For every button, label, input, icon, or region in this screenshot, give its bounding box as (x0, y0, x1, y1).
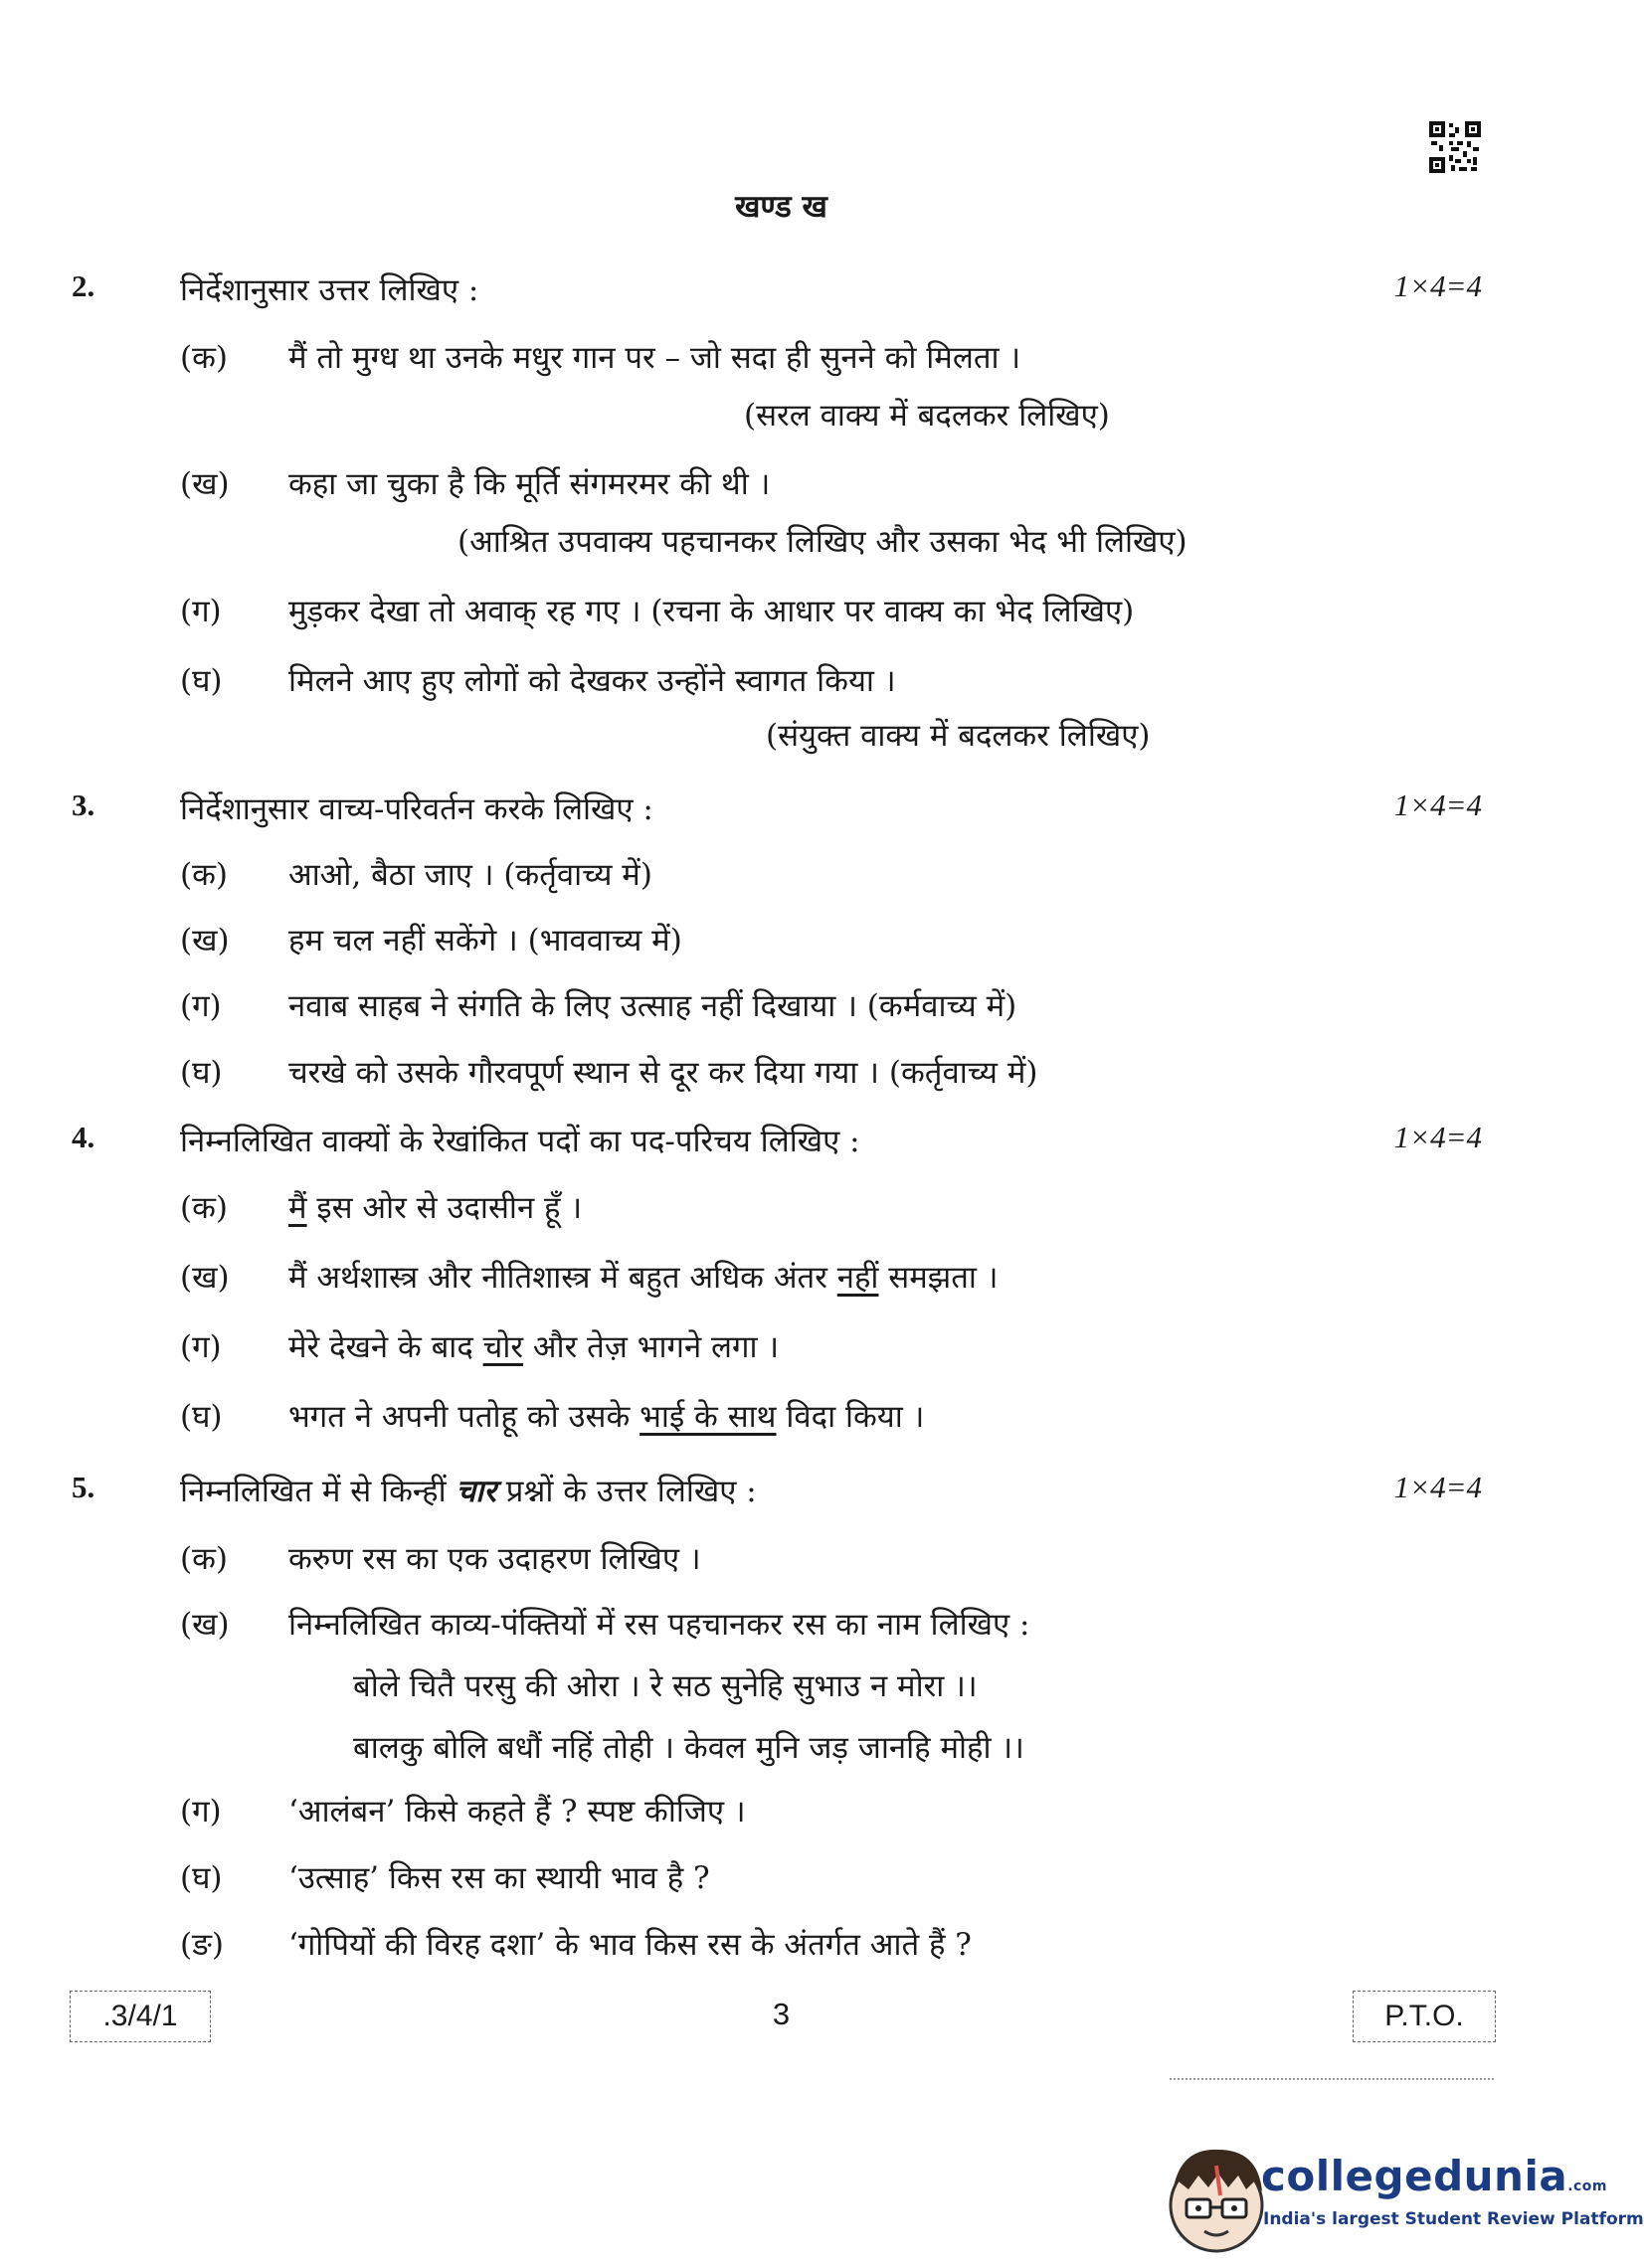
question-number: 5. (72, 1470, 95, 1504)
item-text: आओ, बैठा जाए । (कर्तृवाच्य में) (288, 857, 652, 893)
pto-label: P.T.O. (1353, 1991, 1496, 2042)
underlined-word: चोर (482, 1329, 524, 1365)
brand-tagline: India's largest Student Review Platform (1263, 2209, 1644, 2229)
question-text: निर्देशानुसार वाच्य-परिवर्तन करके लिखिए : (180, 791, 653, 827)
brand-name: collegedunia.com (1261, 2152, 1608, 2200)
item-instruction: (आश्रित उपवाक्य पहचानकर लिखिए और उसका भेद भी लिखिए) (457, 524, 1187, 560)
item-text: मिलने आए हुए लोगों को देखकर उन्होंने स्वागत किया । (288, 663, 896, 699)
item-text: कहा जा चुका है कि मूर्ति संगमरमर की थी । (288, 466, 771, 502)
item-instruction: (सरल वाक्य में बदलकर लिखिए) (744, 398, 1110, 434)
item-text: ‘गोपियों की विरह दशा’ के भाव किस रस के अंतर्गत आते हैं ? (288, 1927, 972, 1963)
question-text: निम्नलिखित वाक्यों के रेखांकित पदों का पद-परिचय लिखिए : (180, 1124, 860, 1159)
item-text: मुड़कर देखा तो अवाक् रह गए । (रचना के आधार पर वाक्य का भेद लिखिए) (288, 594, 1135, 629)
question-number: 4. (72, 1120, 95, 1154)
question-marks: 1×4=4 (1393, 1120, 1482, 1154)
item-text: निम्नलिखित काव्य-पंक्तियों में रस पहचानकर रस का नाम लिखिए : (288, 1607, 1030, 1643)
item-text: करुण रस का एक उदाहरण लिखिए । (288, 1541, 701, 1577)
item-label: (ख) (180, 1607, 230, 1643)
question-number: 3. (72, 787, 95, 822)
footer-divider (1170, 2078, 1494, 2080)
emphasized-word: चार (456, 1474, 496, 1509)
question-marks: 1×4=4 (1393, 787, 1482, 822)
item-text: भगत ने अपनी पतोहू को उसके भाई के साथ विदा किया । (288, 1399, 925, 1435)
item-label: (ग) (180, 988, 222, 1024)
item-text: मैं अर्थशास्त्र और नीतिशास्त्र में बहुत अधिक अंतर नहीं समझता । (288, 1260, 999, 1296)
item-label: (ङ) (180, 1927, 224, 1963)
verse-line: बालकु बोलि बधौं नहिं तोही । केवल मुनि जड़ जानहि मोही ।। (353, 1730, 1024, 1766)
item-text: ‘आलंबन’ किसे कहते हैं ? स्पष्ट कीजिए । (288, 1794, 746, 1830)
item-text: मैं इस ओर से उदासीन हूँ । (288, 1190, 583, 1226)
qr-code-icon (1429, 121, 1481, 173)
question-marks: 1×4=4 (1393, 268, 1482, 303)
item-text: ‘उत्साह’ किस रस का स्थायी भाव है ? (288, 1860, 710, 1896)
item-text: नवाब साहब ने संगति के लिए उत्साह नहीं दिखाया । (कर्मवाच्य में) (288, 988, 1017, 1024)
question-text: निर्देशानुसार उत्तर लिखिए : (180, 272, 479, 308)
item-label: (घ) (180, 1399, 223, 1435)
item-label: (ग) (180, 1329, 222, 1365)
item-label: (घ) (180, 663, 223, 699)
item-instruction: (संयुक्त वाक्य में बदलकर लिखिए) (766, 718, 1151, 754)
item-label: (घ) (180, 1860, 223, 1896)
item-text: मेरे देखने के बाद चोर और तेज़ भागने लगा । (288, 1329, 780, 1365)
item-label: (क) (180, 1190, 228, 1226)
paper-code: .3/4/1 (70, 1991, 211, 2042)
item-label: (ख) (180, 923, 230, 959)
question-text: निम्नलिखित में से किन्हीं चार प्रश्नों के उत्तर लिखिए : (180, 1474, 757, 1509)
question-marks: 1×4=4 (1393, 1470, 1482, 1504)
item-label: (क) (180, 857, 228, 893)
item-label: (ख) (180, 466, 230, 502)
item-label: (क) (180, 1541, 228, 1577)
item-text: मैं तो मुग्ध था उनके मधुर गान पर – जो सदा ही सुनने को मिलता । (288, 340, 1021, 376)
item-text: चरखे को उसके गौरवपूर्ण स्थान से दूर कर दिया गया । (कर्तृवाच्य में) (288, 1055, 1038, 1091)
question-number: 2. (72, 268, 95, 303)
item-label: (ख) (180, 1260, 230, 1296)
verse-line: बोले चितै परसु की ओरा । रे सठ सुनेहि सुभाउ न मोरा ।। (353, 1668, 978, 1704)
underlined-word: मैं (288, 1190, 307, 1226)
section-title: खण्ड ख (735, 189, 827, 225)
underlined-word: नहीं (836, 1260, 879, 1296)
page-number: 3 (772, 1997, 791, 2031)
item-label: (ग) (180, 594, 222, 629)
item-text: हम चल नहीं सकेंगे । (भाववाच्य में) (288, 923, 682, 959)
underlined-word: भाई के साथ (639, 1399, 777, 1435)
item-label: (ग) (180, 1794, 222, 1830)
item-label: (घ) (180, 1055, 223, 1091)
item-label: (क) (180, 340, 228, 376)
